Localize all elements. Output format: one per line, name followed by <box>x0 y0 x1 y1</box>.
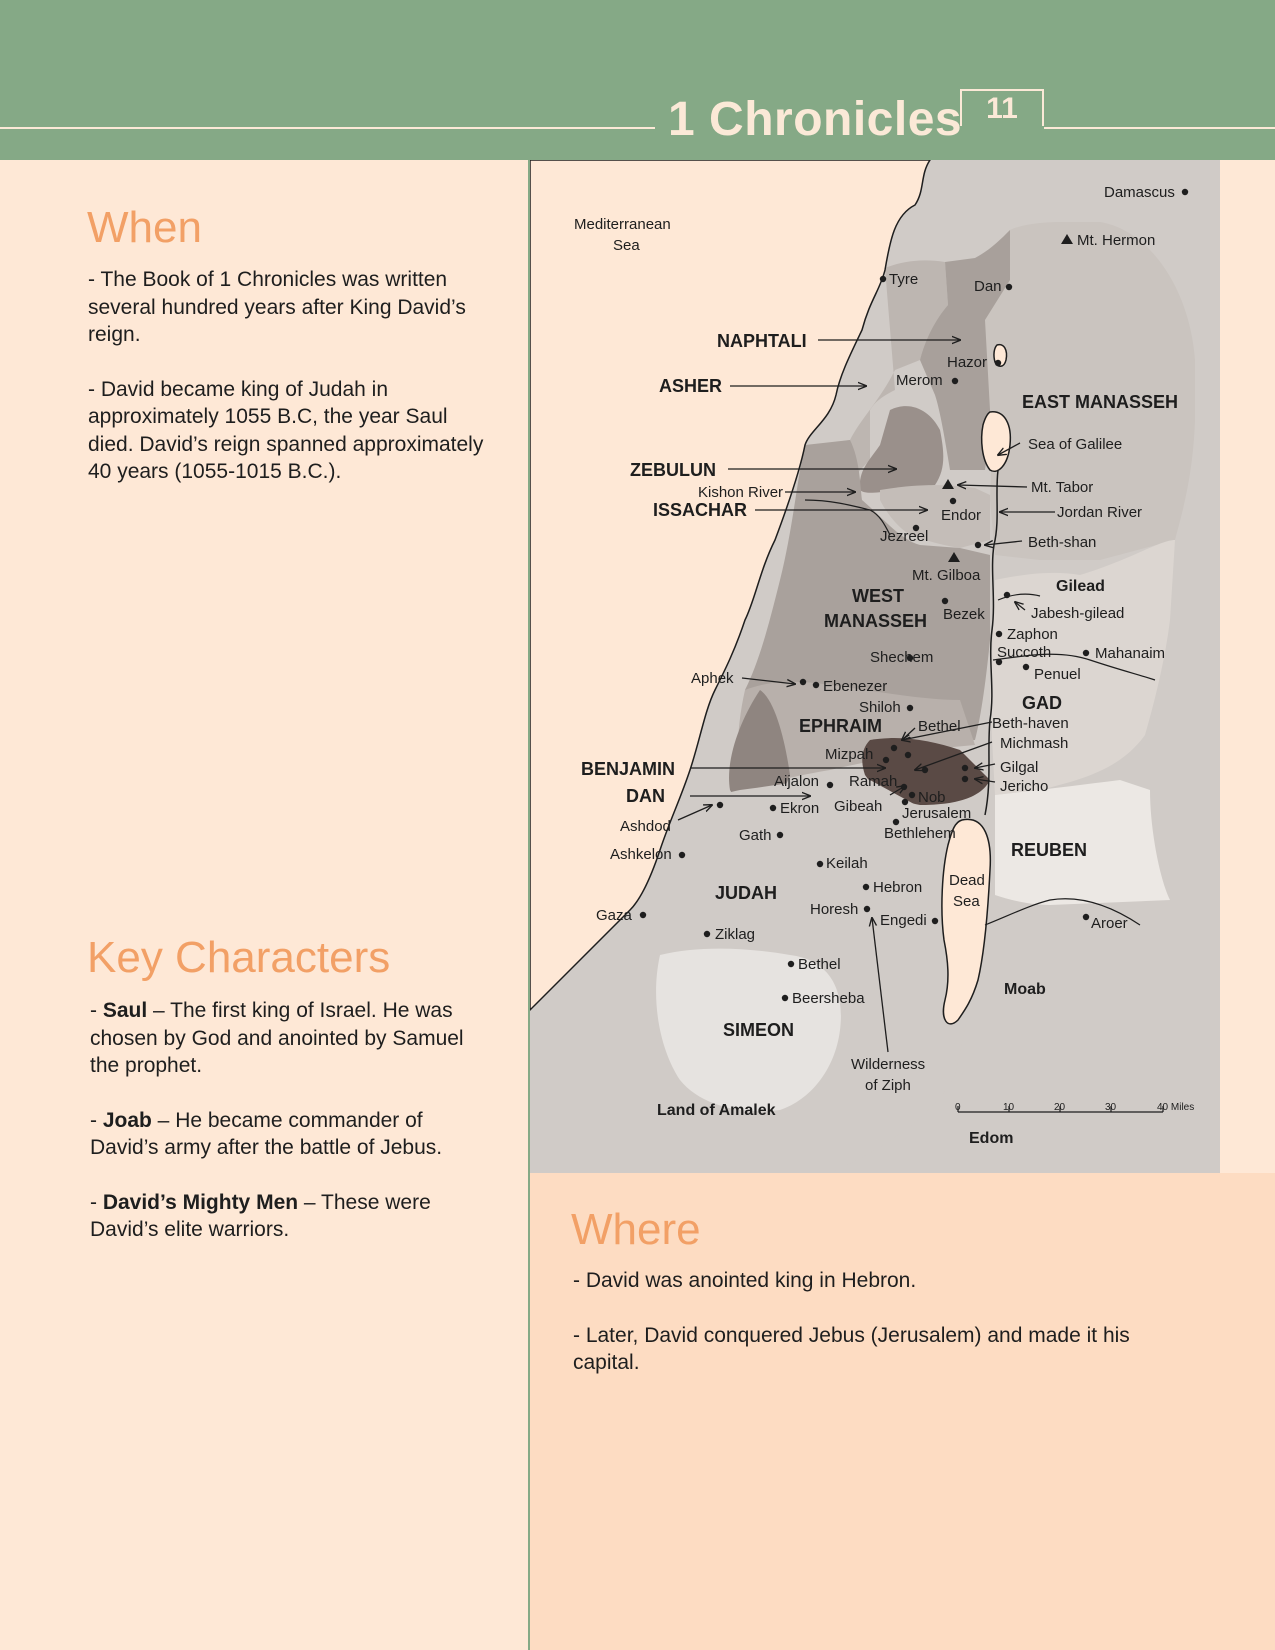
place-label: Mizpah <box>825 746 874 763</box>
place-label: Shechem <box>870 649 934 666</box>
when-heading: When <box>87 203 202 252</box>
scale-tick-label: 30 <box>1105 1102 1117 1113</box>
place-label: Mahanaim <box>1095 645 1166 662</box>
sea-of-galilee <box>982 412 1011 471</box>
place-label: Ashdod <box>620 818 671 835</box>
place-label: Succoth <box>997 644 1052 661</box>
place-label: Moab <box>1004 981 1046 998</box>
tribe-label: SIMEON <box>723 1020 795 1040</box>
place-label: Aijalon <box>774 773 820 790</box>
book-title: 1 Chronicles <box>668 93 963 146</box>
scale-tick-label: 20 <box>1054 1102 1066 1113</box>
tribe-label: JUDAH <box>715 883 778 903</box>
place-label: Jabesh-gilead <box>1031 605 1125 622</box>
tribe-label: WEST <box>852 586 904 606</box>
map-label: Sea of Galilee <box>1028 436 1123 453</box>
place-label: Hebron <box>873 879 923 896</box>
tribe-label: EPHRAIM <box>799 716 883 736</box>
place-label: Beth-shan <box>1028 534 1097 551</box>
where-text <box>573 1267 1183 1404</box>
place-label: Land of Amalek <box>657 1102 776 1119</box>
tribe-label: GAD <box>1022 693 1062 713</box>
place-label: Ekron <box>780 800 820 817</box>
place-label: of Ziph <box>865 1077 911 1094</box>
place-label: Tyre <box>889 271 919 288</box>
header-rule-left <box>0 127 655 129</box>
place-label: Aphek <box>691 670 734 687</box>
place-label: Engedi <box>880 912 927 929</box>
where-paragraph: - Later, David conquered Jebus (Jerusalem) and made it his capital. <box>573 1323 1130 1374</box>
tribe-label: BENJAMIN <box>581 759 676 779</box>
map-label: Sea <box>613 237 640 254</box>
place-label: Beth-haven <box>992 715 1069 732</box>
scale-tick-label: 40 Miles <box>1157 1102 1195 1113</box>
tribe-label: MANASSEH <box>824 611 928 631</box>
when-text <box>88 266 488 513</box>
place-label: Ebenezer <box>823 678 888 695</box>
place-label: Bezek <box>943 606 985 623</box>
place-label: Keilah <box>826 855 868 872</box>
header-rule-right <box>1044 127 1275 129</box>
place-label: Jerusalem <box>902 805 972 822</box>
place-label: Gath <box>739 827 772 844</box>
map-label: Kishon River <box>698 484 784 501</box>
map-label: Dead <box>949 872 985 889</box>
place-label: Ziklag <box>715 926 756 943</box>
when-paragraph: - The Book of 1 Chronicles was written several hundred years after King David’s reign. <box>88 268 466 346</box>
scale-tick-label: 10 <box>1003 1102 1015 1113</box>
page-header <box>0 0 1275 160</box>
place-label: Horesh <box>810 901 859 918</box>
place-label: Hazor <box>947 354 988 371</box>
tribe-label: NAPHTALI <box>717 331 807 351</box>
place-label: Jericho <box>1000 778 1049 795</box>
place-label: Edom <box>969 1130 1014 1147</box>
place-label: Aroer <box>1091 915 1128 932</box>
character-entry: - David’s Mighty Men – These were David’s elite warriors. <box>90 1190 431 1241</box>
character-name: Saul <box>102 999 148 1022</box>
tribe-label: ASHER <box>659 376 723 396</box>
place-label: Merom <box>896 372 943 389</box>
where-paragraph: - David was anointed king in Hebron. <box>573 1269 917 1292</box>
place-label: Penuel <box>1034 666 1081 683</box>
place-label: Mt. Tabor <box>1031 479 1094 496</box>
place-label: Gaza <box>596 907 632 924</box>
place-label: Jezreel <box>880 528 929 545</box>
character-entry: - Saul – The first king of Israel. He was chosen by God and anointed by Samuel the prophet. <box>90 999 464 1077</box>
place-label: Gilgal <box>1000 759 1039 776</box>
page-number: 11 <box>960 89 1044 126</box>
place-label: Ashkelon <box>610 846 672 863</box>
place-label: Mt. Hermon <box>1077 232 1156 249</box>
map-label: Jordan River <box>1057 504 1143 521</box>
when-paragraph: - David became king of Judah in approximately 1055 B.C, the year Saul died. David’s reign spanned approximately 40 years (1055-1015 B.C.). <box>88 377 484 483</box>
tribe-label: ISSACHAR <box>653 500 748 520</box>
place-label: Mt. Gilboa <box>912 567 981 584</box>
character-name: Joab <box>102 1108 152 1132</box>
map-israel-tribes <box>530 160 1220 1173</box>
place-label: Shiloh <box>859 699 901 716</box>
key-characters-list <box>90 997 490 1271</box>
key-characters-heading: Key Characters <box>87 933 391 982</box>
place-label: Damascus <box>1104 184 1175 201</box>
tribe-label: REUBEN <box>1011 840 1088 860</box>
place-label: Zaphon <box>1007 626 1058 643</box>
place-label: Beersheba <box>792 990 865 1007</box>
where-heading: Where <box>571 1205 701 1254</box>
scale-tick-label: 0 <box>955 1102 961 1113</box>
place-label: Bethlehem <box>884 825 956 842</box>
character-entry: - Joab – He became commander of David’s army after the battle of Jebus. <box>90 1108 443 1159</box>
place-label: Ramah <box>849 773 898 790</box>
place-label: Endor <box>941 507 982 524</box>
place-label: Bethel <box>918 718 961 735</box>
place-label: Bethel <box>798 956 841 973</box>
place-label: Michmash <box>1000 735 1069 752</box>
map-label: Mediterranean <box>574 216 671 233</box>
place-label: Gibeah <box>834 798 883 815</box>
map-label: Sea <box>953 893 980 910</box>
place-label: Dan <box>974 278 1002 295</box>
tribe-label: EAST MANASSEH <box>1022 392 1179 412</box>
place-label: Nob <box>918 789 946 806</box>
character-name: David’s Mighty Men <box>102 1190 299 1214</box>
place-label: Wilderness <box>851 1056 926 1073</box>
tribe-label: DAN <box>626 786 665 806</box>
tribe-label: ZEBULUN <box>630 460 716 480</box>
place-label: Gilead <box>1056 578 1105 595</box>
